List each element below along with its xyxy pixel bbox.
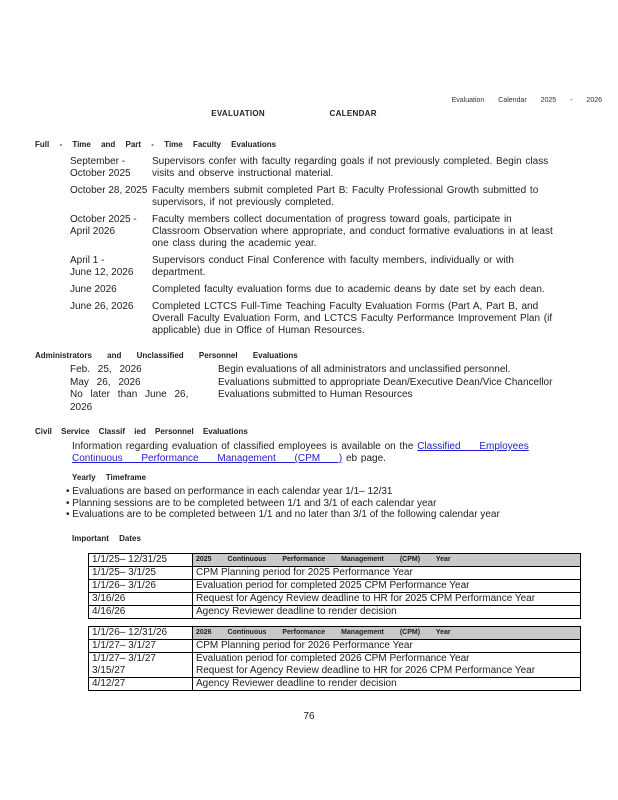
entry-date-line: June 26, 2026 xyxy=(70,301,134,312)
faculty-entry xyxy=(70,255,562,279)
date-cell: 1/1/27– 3/1/27 xyxy=(89,652,193,665)
entry-date-line: October 2025 xyxy=(70,168,131,179)
table-row xyxy=(89,579,581,592)
entry-date: No later than June 26, 2026 xyxy=(70,389,189,413)
admin-entry xyxy=(70,364,570,377)
table-header-row xyxy=(89,626,581,639)
table-row xyxy=(89,605,581,618)
entry-date xyxy=(70,255,152,279)
info-text: Information regarding evaluation of classified employees is available on the xyxy=(72,441,418,452)
bullet-item: • Evaluations are to be completed between 1/1 and no later than 3/1 of the following calendar year xyxy=(66,509,566,521)
date-cell: 1/1/25– 3/1/25 xyxy=(89,566,193,579)
entry-date-line: April 2026 xyxy=(70,226,116,237)
cpm-2026-table xyxy=(88,626,581,691)
section-heading-faculty: Full - Time and Part - Time Faculty Evaluations xyxy=(35,140,277,149)
entry-text: Faculty members submit completed Part B: Faculty Professional Growth submitted to supervisors, if not previously completed. xyxy=(152,185,539,208)
desc-cell: Evaluation period for completed 2025 CPM Performance Year xyxy=(193,579,581,592)
entry-text: Evaluations submitted to appropriate Dean/Executive Dean/Vice Chancellor xyxy=(218,376,553,388)
desc-cell: 2026 Continuous Performance Management (CPM) Year xyxy=(193,626,581,639)
table-row xyxy=(89,639,581,652)
desc-cell: Evaluation period for completed 2026 CPM Performance Year xyxy=(193,652,581,665)
entry-date-line: September - xyxy=(70,156,126,167)
section-heading-civil-service: Civil Service Classif ied Personnel Evaluations xyxy=(35,427,248,436)
desc-cell: 2025 Continuous Performance Management (CPM) Year xyxy=(193,553,581,566)
date-cell: 1/1/26– 3/1/26 xyxy=(89,579,193,592)
entry-date xyxy=(70,214,152,250)
entry-date-line: April 1 - xyxy=(70,255,105,266)
entry-date xyxy=(70,156,152,180)
desc-cell: Request for Agency Review deadline to HR for 2025 CPM Performance Year xyxy=(193,592,581,605)
cpm-link-line1[interactable]: Classified Employees xyxy=(417,441,529,452)
entry-date: May 26, 2026 xyxy=(70,376,141,388)
desc-cell: Agency Reviewer deadline to render decision xyxy=(193,605,581,618)
table-row xyxy=(89,566,581,579)
date-cell: 1/1/27– 3/1/27 xyxy=(89,639,193,652)
entry-text: Completed faculty evaluation forms due to academic deans by date set by each dean. xyxy=(152,284,545,295)
entry-date-line: June 2026 xyxy=(70,284,117,295)
faculty-entry xyxy=(70,284,562,296)
date-cell: 1/1/25– 12/31/25 xyxy=(89,553,193,566)
cpm-2025-table xyxy=(88,553,581,619)
info-text: eb page. xyxy=(342,453,386,464)
cpm-link-line2[interactable]: Continuous Performance Management (CPM ) xyxy=(72,453,343,464)
running-header: Evaluation Calendar 2025 - 2026 xyxy=(451,97,602,104)
admin-entries xyxy=(70,364,570,414)
page-content xyxy=(0,140,618,722)
entry-date xyxy=(70,284,152,296)
entry-text: Supervisors conduct Final Conference with faculty members, individually or with department. xyxy=(152,255,514,278)
yearly-timeframe-bullets xyxy=(66,486,566,521)
table-row xyxy=(89,665,581,678)
entry-date-line: October 2025 - xyxy=(70,214,137,225)
desc-cell: Request for Agency Review deadline to HR for 2026 CPM Performance Year xyxy=(193,665,581,678)
date-cell: 3/16/26 xyxy=(89,592,193,605)
page-title: EVALUATION CALENDAR xyxy=(211,109,377,118)
entry-date xyxy=(70,301,152,337)
civil-service-info xyxy=(72,441,564,465)
date-cell: 3/15/27 xyxy=(89,665,193,678)
entry-date-line: June 12, 2026 xyxy=(70,267,134,278)
date-cell: 4/16/26 xyxy=(89,605,193,618)
faculty-entries xyxy=(70,156,562,337)
entry-text: Supervisors confer with faculty regarding goals if not previously completed. Begin class visits and observe instructional material. xyxy=(152,156,549,179)
entry-text: Completed LCTCS Full-Time Teaching Faculty Evaluation Forms (Part A, Part B, and Overall Faculty Evaluation Form, and LCTCS Faculty Performance Improvement Plan (if applicable) due in Office of Human Resources. xyxy=(152,301,553,336)
entry-text: Faculty members collect documentation of progress toward goals, participate in Classroom Observation where appropriate, and conduct formative evaluations in at least one class during the academic year. xyxy=(152,214,553,249)
table-header-row xyxy=(89,553,581,566)
desc-cell: CPM Planning period for 2025 Performance Year xyxy=(193,566,581,579)
table-row xyxy=(89,592,581,605)
desc-cell: Agency Reviewer deadline to render decision xyxy=(193,677,581,690)
faculty-entry xyxy=(70,185,562,209)
date-cell: 4/12/27 xyxy=(89,677,193,690)
entry-date: Feb. 25, 2026 xyxy=(70,364,142,375)
page-number: 76 xyxy=(303,710,315,722)
subheading-yearly-timeframe: Yearly Timeframe xyxy=(72,473,147,482)
section-heading-administrators: Administrators and Unclassified Personnel Evaluations xyxy=(35,351,298,360)
faculty-entry xyxy=(70,156,562,180)
bullet-item: • Planning sessions are to be completed between 1/1 and 3/1 of each calendar year xyxy=(66,498,566,510)
entry-date-line: October 28, 2025 xyxy=(70,185,148,196)
subheading-important-dates: Important Dates xyxy=(72,533,141,543)
admin-entry xyxy=(70,389,570,414)
entry-text: Evaluations submitted to Human Resources xyxy=(218,389,413,400)
desc-cell: CPM Planning period for 2026 Performance Year xyxy=(193,639,581,652)
faculty-entry xyxy=(70,214,562,250)
entry-text: Begin evaluations of all administrators and unclassified personnel. xyxy=(218,364,511,375)
table-row xyxy=(89,677,581,690)
faculty-entry xyxy=(70,301,562,337)
table-row xyxy=(89,652,581,665)
bullet-item: • Evaluations are based on performance in each calendar year 1/1– 12/31 xyxy=(66,486,566,498)
entry-date xyxy=(70,185,152,209)
admin-entry xyxy=(70,377,570,390)
date-cell: 1/1/26– 12/31/26 xyxy=(89,626,193,639)
